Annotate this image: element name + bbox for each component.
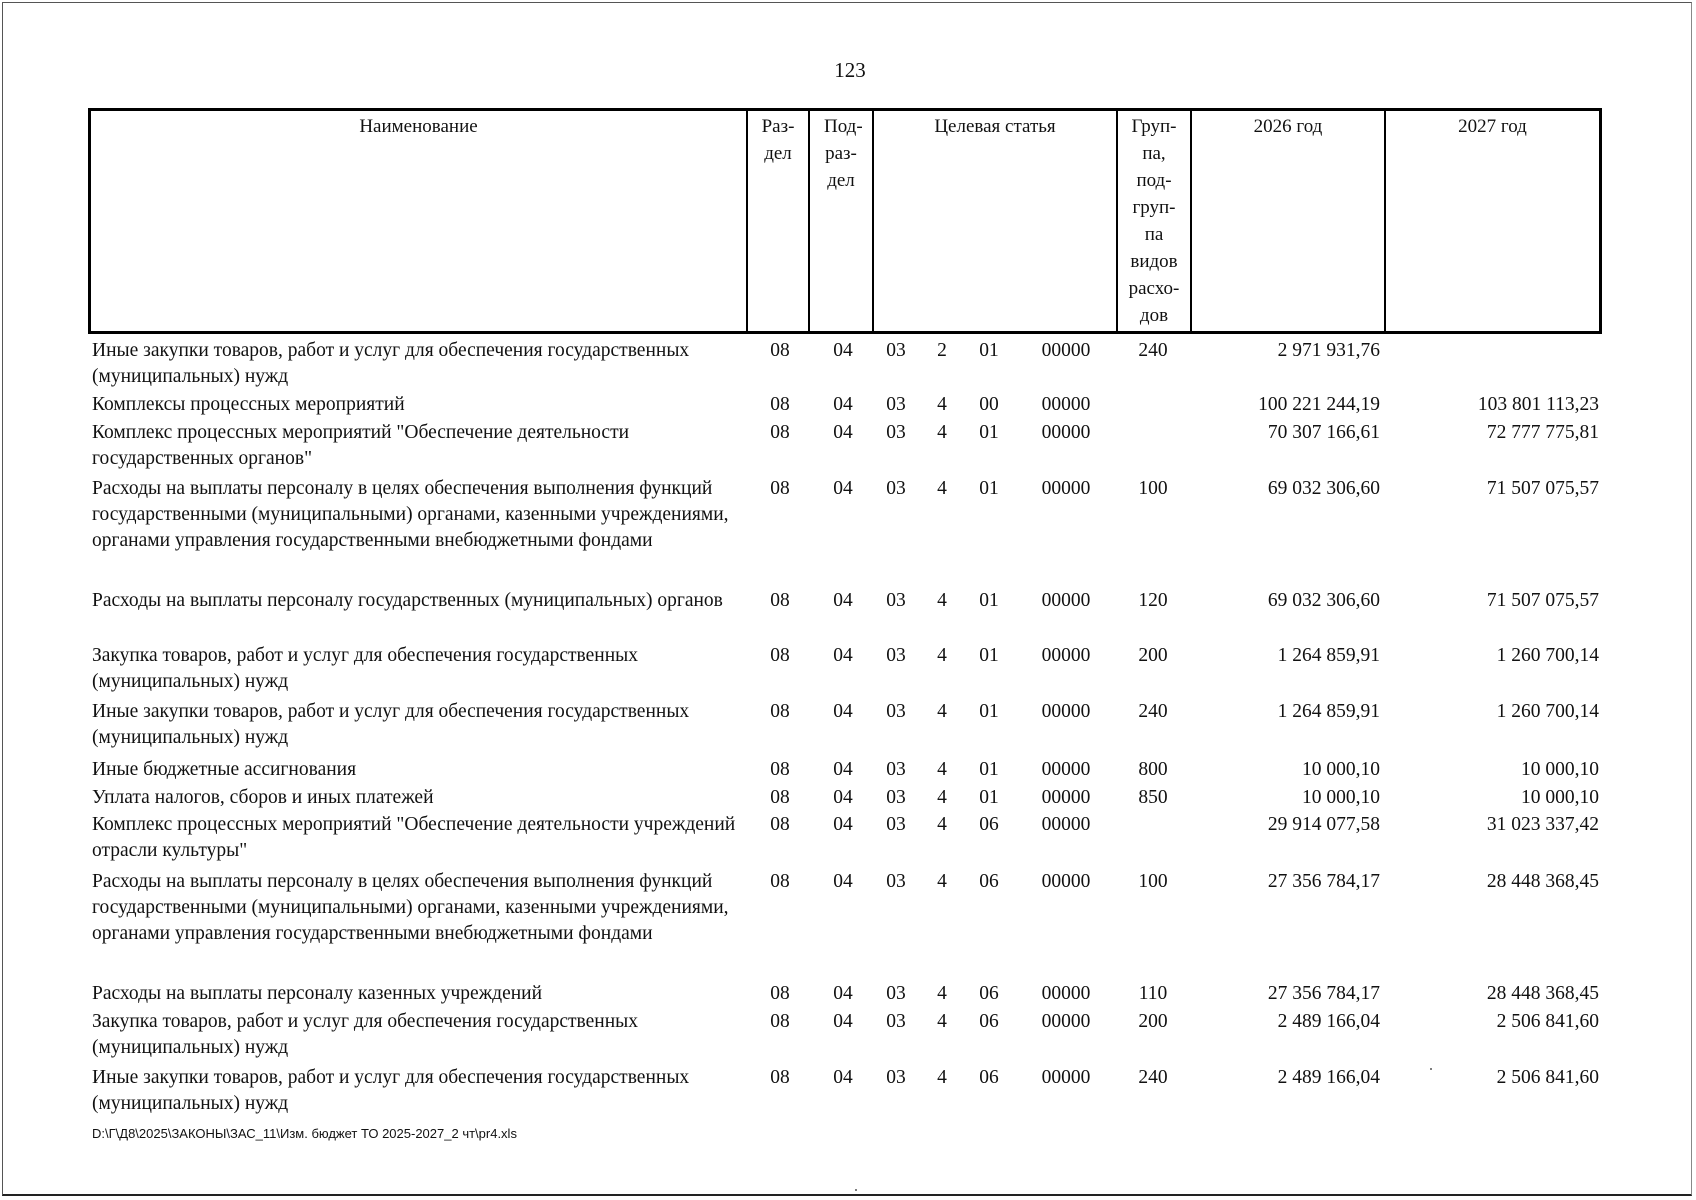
header-name: Наименование (359, 116, 478, 137)
podrazdel-cell: 04 (833, 394, 853, 415)
celevaya-part-3: 01 (979, 478, 999, 499)
celevaya-part-3: 01 (979, 759, 999, 780)
celevaya-part-1: 03 (886, 814, 906, 835)
razdel-cell: 08 (770, 759, 790, 780)
row-name: Комплекс процессных мероприятий "Обеспечение деятельности государственных органов" (92, 422, 630, 469)
razdel-cell: 08 (770, 871, 790, 892)
amount-2026: 27 356 784,17 (1267, 871, 1380, 892)
razdel-cell: 08 (770, 983, 790, 1004)
razdel-cell: 08 (770, 590, 790, 611)
celevaya-part-1: 03 (886, 1011, 906, 1032)
vid-rashodov-cell: 850 (1138, 787, 1168, 808)
amount-2027: 1 260 700,14 (1496, 645, 1599, 666)
celevaya-part-4: 00000 (1041, 340, 1091, 361)
razdel-cell: 08 (770, 478, 790, 499)
celevaya-part-2: 4 (937, 787, 947, 808)
celevaya-part-4: 00000 (1041, 394, 1091, 415)
celevaya-part-1: 03 (886, 394, 906, 415)
header-2026: 2026 год (1190, 111, 1384, 331)
row-name: Уплата налогов, сборов и иных платежей (92, 787, 434, 808)
razdel-cell: 08 (770, 394, 790, 415)
row-name: Расходы на выплаты персоналу государственных (муниципальных) органов (92, 590, 723, 611)
celevaya-part-4: 00000 (1041, 871, 1091, 892)
celevaya-part-3: 01 (979, 340, 999, 361)
row-name: Закупка товаров, работ и услуг для обеспечения государственных (муниципальных) нужд (92, 645, 639, 692)
celevaya-part-4: 00000 (1041, 645, 1091, 666)
celevaya-part-2: 4 (937, 394, 947, 415)
podrazdel-cell: 04 (833, 422, 853, 443)
podrazdel-cell: 04 (833, 1067, 853, 1088)
celevaya-part-1: 03 (886, 871, 906, 892)
header-podrazdel: Под- раз- дел (808, 111, 872, 331)
row-name: Расходы на выплаты персоналу казенных учреждений (92, 983, 543, 1004)
amount-2026: 1 264 859,91 (1277, 701, 1380, 722)
row-name: Закупка товаров, работ и услуг для обеспечения государственных (муниципальных) нужд (92, 1011, 639, 1058)
celevaya-part-1: 03 (886, 983, 906, 1004)
amount-2026: 29 914 077,58 (1267, 814, 1380, 835)
celevaya-part-1: 03 (886, 701, 906, 722)
celevaya-part-4: 00000 (1041, 1067, 1091, 1088)
amount-2026: 2 489 166,04 (1277, 1067, 1380, 1088)
footer-file-path: D:\Г\Д8\2025\ЗАКОНЫ\ЗАС_11\Изм. бюджет ТО 2025-2027_2 чт\pr4.xls (92, 1126, 517, 1141)
amount-2026: 2 489 166,04 (1277, 1011, 1380, 1032)
vid-rashodov-cell: 240 (1138, 701, 1168, 722)
page-number: 123 (834, 58, 866, 82)
celevaya-part-2: 4 (937, 983, 947, 1004)
amount-2027: 71 507 075,57 (1486, 590, 1599, 611)
podrazdel-cell: 04 (833, 701, 853, 722)
amount-2027: 10 000,10 (1521, 759, 1599, 780)
podrazdel-cell: 04 (833, 1011, 853, 1032)
amount-2026: 10 000,10 (1302, 787, 1380, 808)
header-vid-rashodov: Груп- па, под- груп- па видов расхо- дов (1116, 111, 1190, 331)
vid-rashodov-cell: 100 (1138, 871, 1168, 892)
celevaya-part-3: 01 (979, 645, 999, 666)
razdel-cell: 08 (770, 787, 790, 808)
podrazdel-cell: 04 (833, 478, 853, 499)
scan-speck (855, 1189, 857, 1191)
razdel-cell: 08 (770, 814, 790, 835)
amount-2027: 1 260 700,14 (1496, 701, 1599, 722)
vid-rashodov-cell: 800 (1138, 759, 1168, 780)
row-name: Комплексы процессных мероприятий (92, 394, 405, 415)
razdel-cell: 08 (770, 1067, 790, 1088)
celevaya-part-3: 01 (979, 590, 999, 611)
celevaya-part-3: 06 (979, 1011, 999, 1032)
celevaya-part-1: 03 (886, 340, 906, 361)
amount-2026: 69 032 306,60 (1267, 590, 1380, 611)
podrazdel-cell: 04 (833, 590, 853, 611)
celevaya-part-2: 4 (937, 871, 947, 892)
celevaya-part-4: 00000 (1041, 590, 1091, 611)
amount-2027: 31 023 337,42 (1486, 814, 1599, 835)
celevaya-part-4: 00000 (1041, 1011, 1091, 1032)
vid-rashodov-cell: 240 (1138, 1067, 1168, 1088)
celevaya-part-2: 4 (937, 701, 947, 722)
vid-rashodov-cell: 100 (1138, 478, 1168, 499)
amount-2027: 72 777 775,81 (1486, 422, 1599, 443)
amount-2026: 2 971 931,76 (1277, 340, 1380, 361)
amount-2027: 10 000,10 (1521, 787, 1599, 808)
amount-2027: 2 506 841,60 (1496, 1011, 1599, 1032)
vid-rashodov-cell: 200 (1138, 645, 1168, 666)
row-name: Комплекс процессных мероприятий "Обеспечение деятельности учреждений отрасли культуры" (92, 814, 736, 861)
celevaya-part-2: 4 (937, 814, 947, 835)
podrazdel-cell: 04 (833, 340, 853, 361)
celevaya-part-1: 03 (886, 759, 906, 780)
celevaya-part-1: 03 (886, 590, 906, 611)
amount-2027: 28 448 368,45 (1486, 871, 1599, 892)
row-name: Расходы на выплаты персоналу в целях обеспечения выполнения функций государственными (муниципальными) органами, казенными учреждениями, органами управления государственными внебюджетными фондами (92, 871, 729, 944)
razdel-cell: 08 (770, 340, 790, 361)
amount-2027: 103 801 113,23 (1477, 394, 1599, 415)
vid-rashodov-cell: 200 (1138, 1011, 1168, 1032)
razdel-cell: 08 (770, 1011, 790, 1032)
celevaya-part-3: 01 (979, 787, 999, 808)
celevaya-part-3: 01 (979, 701, 999, 722)
celevaya-part-3: 06 (979, 1067, 999, 1088)
celevaya-part-1: 03 (886, 422, 906, 443)
amount-2026: 1 264 859,91 (1277, 645, 1380, 666)
vid-rashodov-cell: 110 (1138, 983, 1168, 1004)
header-2027: 2027 год (1384, 111, 1599, 331)
celevaya-part-4: 00000 (1041, 759, 1091, 780)
row-name: Иные бюджетные ассигнования (92, 759, 357, 780)
row-name: Расходы на выплаты персоналу в целях обеспечения выполнения функций государственными (муниципальными) органами, казенными учреждениями, органами управления государственными внебюджетными фондами (92, 478, 729, 551)
vid-rashodov-cell: 240 (1138, 340, 1168, 361)
podrazdel-cell: 04 (833, 814, 853, 835)
header-razdel: Раз- дел (746, 111, 808, 331)
celevaya-part-2: 4 (937, 422, 947, 443)
celevaya-part-4: 00000 (1041, 983, 1091, 1004)
amount-2026: 100 221 244,19 (1258, 394, 1380, 415)
celevaya-part-2: 4 (937, 759, 947, 780)
celevaya-part-2: 4 (937, 478, 947, 499)
amount-2027: 71 507 075,57 (1486, 478, 1599, 499)
celevaya-part-2: 4 (937, 1011, 947, 1032)
amount-2027: 28 448 368,45 (1486, 983, 1599, 1004)
celevaya-part-3: 00 (979, 394, 999, 415)
celevaya-part-4: 00000 (1041, 422, 1091, 443)
celevaya-part-3: 06 (979, 871, 999, 892)
row-name: Иные закупки товаров, работ и услуг для обеспечения государственных (муниципальных) нужд (92, 701, 690, 748)
celevaya-part-3: 01 (979, 422, 999, 443)
podrazdel-cell: 04 (833, 645, 853, 666)
celevaya-part-1: 03 (886, 478, 906, 499)
celevaya-part-4: 00000 (1041, 787, 1091, 808)
celevaya-part-3: 06 (979, 814, 999, 835)
razdel-cell: 08 (770, 701, 790, 722)
celevaya-part-4: 00000 (1041, 701, 1091, 722)
amount-2026: 70 307 166,61 (1267, 422, 1380, 443)
podrazdel-cell: 04 (833, 983, 853, 1004)
celevaya-part-1: 03 (886, 645, 906, 666)
razdel-cell: 08 (770, 645, 790, 666)
celevaya-part-4: 00000 (1041, 814, 1091, 835)
row-name: Иные закупки товаров, работ и услуг для обеспечения государственных (муниципальных) нужд (92, 1067, 690, 1114)
podrazdel-cell: 04 (833, 759, 853, 780)
celevaya-part-2: 4 (937, 590, 947, 611)
celevaya-part-2: 2 (937, 340, 947, 361)
celevaya-part-4: 00000 (1041, 478, 1091, 499)
amount-2027: 2 506 841,60 (1496, 1067, 1599, 1088)
podrazdel-cell: 04 (833, 787, 853, 808)
razdel-cell: 08 (770, 422, 790, 443)
celevaya-part-3: 06 (979, 983, 999, 1004)
celevaya-part-2: 4 (937, 645, 947, 666)
vid-rashodov-cell: 120 (1138, 590, 1168, 611)
amount-2026: 10 000,10 (1302, 759, 1380, 780)
celevaya-part-1: 03 (886, 1067, 906, 1088)
amount-2026: 27 356 784,17 (1267, 983, 1380, 1004)
celevaya-part-1: 03 (886, 787, 906, 808)
header-celevaya-statya: Целевая статья (872, 111, 1116, 331)
podrazdel-cell: 04 (833, 871, 853, 892)
row-name: Иные закупки товаров, работ и услуг для обеспечения государственных (муниципальных) нужд (92, 340, 690, 387)
amount-2026: 69 032 306,60 (1267, 478, 1380, 499)
celevaya-part-2: 4 (937, 1067, 947, 1088)
